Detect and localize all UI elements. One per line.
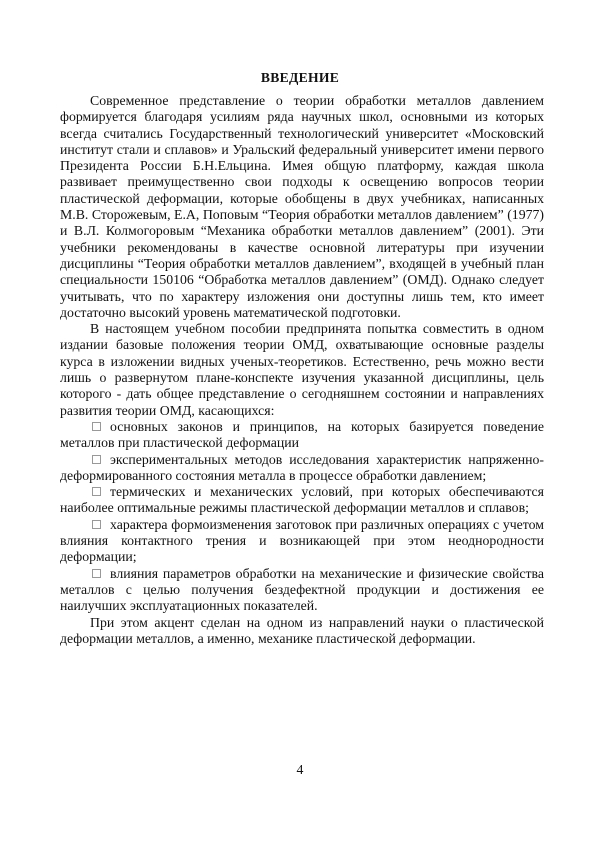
list-item: [60, 566, 544, 615]
purpose-paragraph: В настоящем учебном пособии предпринята попытка совместить в одном издании базовые положения теории ОМД, охватывающие основные разделы курса в изложении видных ученых-теоретиков. Естественно, речь можно вести лишь о развернутом плане-конспекте изучения указанной дисциплины, цель которого - дать общее представление о сегодняшнем состоянии и направлениях развития теории ОМД, касающихся:: [60, 321, 544, 418]
list-item: [60, 419, 544, 452]
bullet-box-icon: [92, 520, 101, 529]
list-item-text: основных законов и принципов, на которых базируется поведение металлов при пластической деформации: [60, 418, 544, 451]
list-item-text: термических и механических условий, при которых обеспечиваются наиболее оптимальные режимы пластической деформации металлов и сплавов;: [60, 484, 544, 516]
page-number: 4: [296, 762, 304, 777]
intro-paragraph: Современное представление о теории обработки металлов давлением формируется благодаря усилиям ряда научных школ, основными из которых всегда считались Государственный технологический университет «Московский институт стали и сплавов» и Уральский федеральный университет имени первого Президента России Б.Н.Ельцина. Имея общую платформу, каждая школа развивает преимущественно свои подходы к освещению вопросов теории пластической деформации, которые обобщены в двух учебниках, написанных М.В. Сторожевым, Е.А, Поповым “Теория обработки металлов давлением” (1977) и В.Л. Колмогоровым “Механика обработки металлов давлением” (2001). Эти учебники рекомендованы в качестве основной литературы при изучении дисциплины “Теория обработки металлов давлением”, входящей в учебный план специальности 150106 “Обработка металлов давлением” (ОМД). Однако следует учитывать, что по характеру изложения они доступны лишь тем, кто имеет достаточно высокий уровень математической подготовки.: [60, 93, 544, 320]
page-title: ВВЕДЕНИЕ: [260, 70, 340, 85]
list-item: [60, 517, 544, 566]
bullet-box-icon: [92, 569, 101, 578]
list-item: [60, 452, 544, 485]
list-item: [60, 484, 544, 517]
bullet-box-icon: [92, 487, 101, 496]
closing-paragraph: При этом акцент сделан на одном из направлений науки о пластической деформации металлов, а именно, механике пластической деформации.: [60, 614, 544, 646]
bullet-box-icon: [92, 422, 101, 431]
bullet-box-icon: [92, 455, 101, 464]
list-item-text: экспериментальных методов исследования характеристик напряженно-деформированного состояния металла в процессе обработки давлением;: [60, 451, 544, 483]
list-item-text: влияния параметров обработки на механические и физические свойства металлов с целью получения бездефектной продукции и достижения ее наилучших эксплуатационных показателей.: [60, 565, 544, 614]
body-text: [60, 93, 544, 647]
list-item-text: характера формоизменения заготовок при различных операциях с учетом влияния контактного трения и возникающей при этом неоднородности деформации;: [60, 516, 544, 565]
